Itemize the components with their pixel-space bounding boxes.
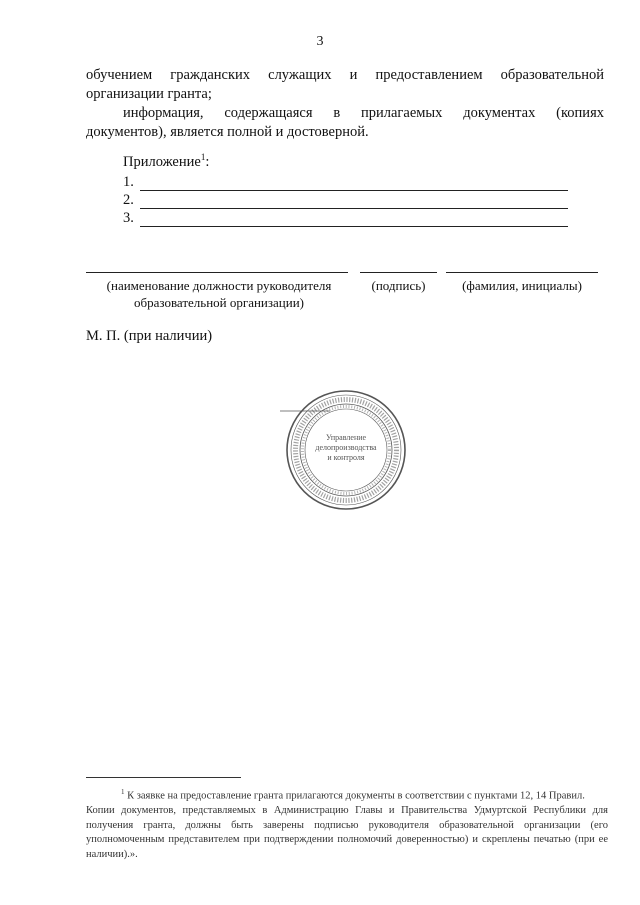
position-caption	[96, 277, 342, 311]
attachments-title-text: Приложение	[123, 154, 201, 170]
attachment-item-number: 3.	[123, 210, 134, 226]
attachments-title	[123, 154, 209, 171]
attachment-item-blank-line	[140, 194, 568, 209]
seal-text-line: делопроизводства	[315, 443, 377, 452]
footnote-reference: 1	[200, 152, 206, 162]
signature-line	[360, 272, 437, 273]
footnote	[86, 785, 608, 862]
footnote-text: Копии документов, представляемых в Администрацию Главы и Правительства Удмуртской Республики для получения гранта, должны быть заверены подписью руководителя образовательной организации (его уполномоченным представителем при подтверждении полномочий доверенностью) и скреплены печатью (при ее наличии).».	[86, 805, 608, 860]
position-caption-line: образовательной организации)	[134, 295, 304, 310]
attachment-item	[123, 209, 568, 227]
name-signature-line	[446, 272, 598, 273]
attachment-item	[123, 173, 568, 191]
paragraph-line: обучением гражданских служащих и предоставлением образовательной	[86, 67, 604, 83]
attachment-item-blank-line	[140, 212, 568, 227]
official-seal	[270, 385, 422, 515]
position-caption-line: (наименование должности руководителя	[106, 278, 332, 293]
page-number: 3	[316, 34, 324, 49]
paragraph-line: информация, содержащаяся в прилагаемых документах (копиях	[123, 105, 604, 121]
footnote-mark: 1	[121, 788, 125, 796]
seal-text-line: и контроля	[327, 453, 365, 462]
footnote-first-line	[86, 785, 608, 804]
position-signature-line	[86, 272, 348, 273]
footnote-separator	[86, 777, 241, 778]
attachment-item-blank-line	[140, 176, 568, 191]
seal-text-line: Управление	[325, 433, 367, 442]
attachment-item-number: 1.	[123, 174, 134, 190]
paragraph-line: документов), является полной и достоверной.	[86, 124, 369, 140]
signature-caption: (подпись)	[371, 278, 426, 293]
attachments-title-colon: :	[205, 154, 210, 170]
name-caption: (фамилия, инициалы)	[462, 278, 582, 293]
footnote-text: К заявке на предоставление гранта прилагаются документы в соответствии с пунктами 12, 14 Правил.	[127, 790, 585, 802]
attachment-item	[123, 191, 568, 209]
attachment-item-number: 2.	[123, 192, 134, 208]
paragraph-line: организации гранта;	[86, 86, 212, 102]
stamp-place-label: М. П. (при наличии)	[86, 328, 213, 344]
